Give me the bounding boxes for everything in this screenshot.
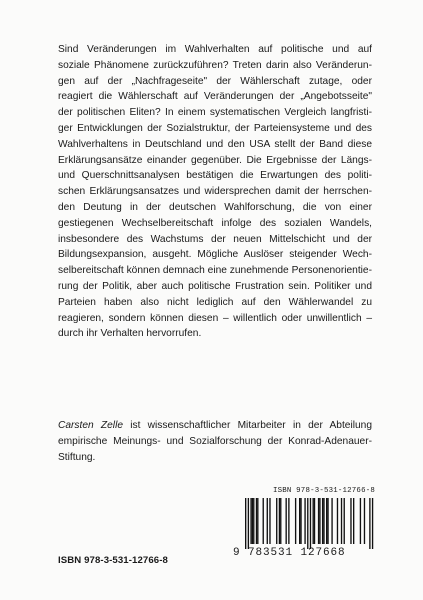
barcode-bar [337,498,338,544]
blurb-line: soziale Phänomene zurückzuführen? Treten darin also Veränderun- [58,59,372,71]
barcode-bars [233,498,378,550]
barcode-bar [364,498,365,544]
barcode-bar [245,498,246,549]
barcode-bar [360,498,361,544]
barcode-bar [250,498,251,544]
barcode-bar [310,498,311,549]
barcode-bar [300,498,301,544]
barcode-bar [326,498,327,544]
blurb-line: ger Entwicklungen der Sozialstruktur, der Parteiensysteme und des [58,122,372,134]
blurb-line: Wahlverhaltens in Deutschland und den USA stellt der Band diese [58,138,372,150]
author-line: Stiftung. [58,451,96,463]
barcode-isbn-label: ISBN 978-3-531-12766-8 [273,487,375,495]
barcode-bar [369,498,370,549]
isbn-text: ISBN 978-3-531-12766-8 [58,555,168,566]
barcode-bar [248,498,249,549]
barcode-bar [314,498,315,544]
author-line1-text: ist wissenschaftlicher Mitarbeiter in der Abteilung [123,420,372,431]
barcode-bar [307,498,308,549]
author-line: empirische Meinungs- und Sozialforschung der Konrad-Adenauer- [58,435,372,447]
barcode-bar [313,498,314,544]
barcode-bar [263,498,264,544]
barcode-bar [372,498,373,549]
barcode-bar [253,498,254,544]
barcode-bar [304,498,305,544]
barcode-bar [318,498,319,544]
barcode-bar [269,498,270,544]
barcode-bar [267,498,268,544]
blurb-line: selbereitschaft können demnach eine zunehmende Personenorientie- [58,265,372,277]
barcode-digits: 9 783531 127668 [233,547,346,559]
barcode-bar [327,498,328,544]
barcode-bar [341,498,342,544]
barcode-bar [279,498,280,544]
barcode-bar [331,498,332,544]
barcode-bar [295,498,296,544]
blurb-line: insbesondere des Wachstums der neuen Mittelschicht und der [58,233,372,245]
blurb-line: schen Erklärungsansatzes und widersprechen damit der herrschen- [58,186,372,198]
blurb-line: gen auf der „Nachfrageseite" der Wählerschaft zutage, oder [58,75,372,87]
barcode-bar [256,498,257,544]
barcode-bar [299,498,300,544]
author-line [58,418,372,434]
blurb-line: Parteien haben also nicht lediglich auf den Wählerwandel zu [58,296,372,308]
blurb-line: rung der Politik, aber auch politische Frustration sein. Politiker und [58,280,372,292]
blurb-line: gestiegenen Wechselbereitschaft infolge des sozialen Wandels, [58,217,372,229]
blurb-line: Bildungsexpansion, ausgeht. Mögliche Auslöser steigender Wech- [58,249,372,261]
blurb-line: der politischen Eliten? In einem systematischen Vergleich langfristi- [58,107,372,119]
barcode-bar [322,498,323,544]
barcode-bar [319,498,320,544]
barcode-bar [323,498,324,544]
barcode-bar [288,498,289,544]
author-name: Carsten Zelle [58,420,123,431]
blurb-line: Erklärungsansätze einander gegenüber. Die Ergebnisse der Längs- [58,154,372,166]
blurb-line: reagiert die Wählerschaft auf Veränderungen der „Angebotsseite" [58,91,372,103]
barcode-bar [344,498,345,544]
barcode-bar [280,498,281,544]
barcode-bar [353,498,354,544]
blurb-line: durch ihr Verhalten hervorrufen. [58,328,202,340]
blurb-text [58,42,372,342]
blurb-line: den Deutung in der deutschen Wahlforschung, die von einer [58,201,372,213]
barcode [233,487,378,559]
author-note [58,418,372,465]
barcode-bar [252,498,253,544]
blurb-line: Sind Veränderungen im Wahlverhalten auf politische und auf [58,44,372,55]
barcode-bar [276,498,277,544]
blurb-line: reagieren, sondern können diesen – willentlich oder unwillentlich – [58,312,372,324]
barcode-bar [257,498,258,544]
blurb-line: und Querschnittsanalysen bestätigen die Erwartungen des politi- [58,170,372,182]
barcode-bar [286,498,287,544]
barcode-bar [350,498,351,544]
